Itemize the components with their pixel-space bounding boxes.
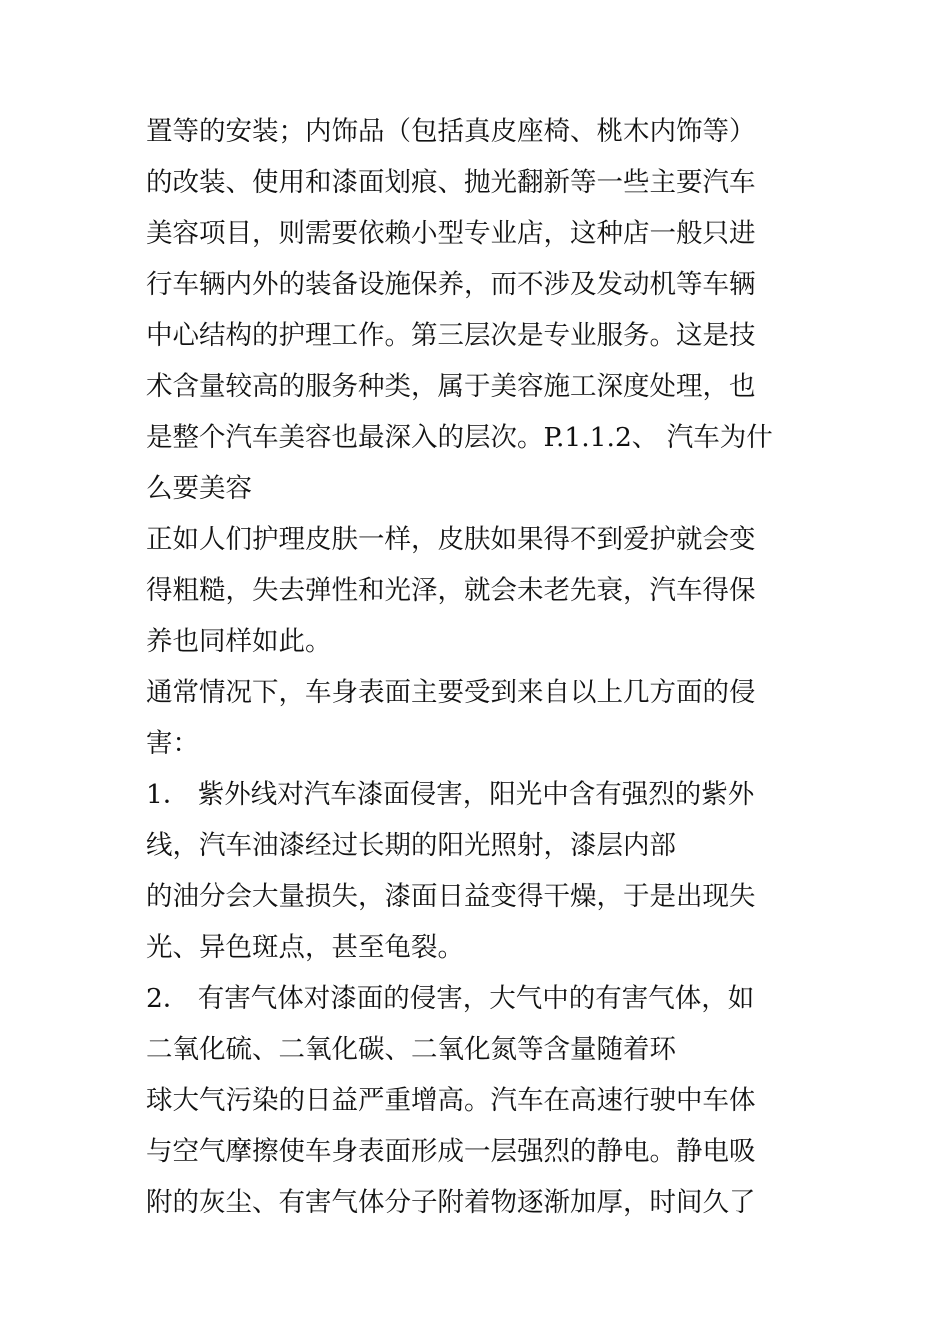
text-line-14: 1． 紫外线对汽车漆面侵害，阳光中含有强烈的紫外 [146,779,755,810]
text-line-17: 光、异色斑点，甚至龟裂。 [146,932,464,963]
text-line-19: 二氧化硫、二氧化碳、二氧化氮等含量随着环 [146,1034,676,1065]
text-line-20: 球大气污染的日益严重增高。汽车在高速行驶中车体 [146,1085,756,1116]
text-line-13: 害： [146,728,199,759]
text-line-21: 与空气摩擦使车身表面形成一层强烈的静电。静电吸 [146,1136,756,1167]
text-line-10: 得粗糙，失去弹性和光泽，就会未老先衰，汽车得保 [146,575,756,606]
text-line-9: 正如人们护理皮肤一样，皮肤如果得不到爱护就会变 [146,524,756,555]
text-line-22: 附的灰尘、有害气体分子附着物逐渐加厚，时间久了 [146,1187,756,1218]
text-line-12: 通常情况下，车身表面主要受到来自以上几方面的侵 [146,677,756,708]
text-line-6: 术含量较高的服务种类，属于美容施工深度处理，也 [146,371,756,402]
text-line-5: 中心结构的护理工作。第三层次是专业服务。这是技 [146,320,756,351]
text-line-1: 置等的安装；内饰品（包括真皮座椅、桃木内饰等） [146,116,756,147]
text-line-3: 美容项目，则需要依赖小型专业店，这种店一般只进 [146,218,756,249]
text-line-8: 么要美容 [146,473,252,504]
text-line-11: 养也同样如此。 [146,626,332,657]
text-line-7: 是整个汽车美容也最深入的层次。P.1.1.2、 汽车为什 [146,422,773,453]
text-line-4: 行车辆内外的装备设施保养，而不涉及发动机等车辆 [146,269,756,300]
text-line-16: 的油分会大量损失，漆面日益变得干燥，于是出现失 [146,881,756,912]
text-line-15: 线，汽车油漆经过长期的阳光照射，漆层内部 [146,830,676,861]
body-text [146,106,826,1228]
text-line-18: 2． 有害气体对漆面的侵害，大气中的有害气体，如 [146,983,755,1014]
text-line-2: 的改装、使用和漆面划痕、抛光翻新等一些主要汽车 [146,167,756,198]
